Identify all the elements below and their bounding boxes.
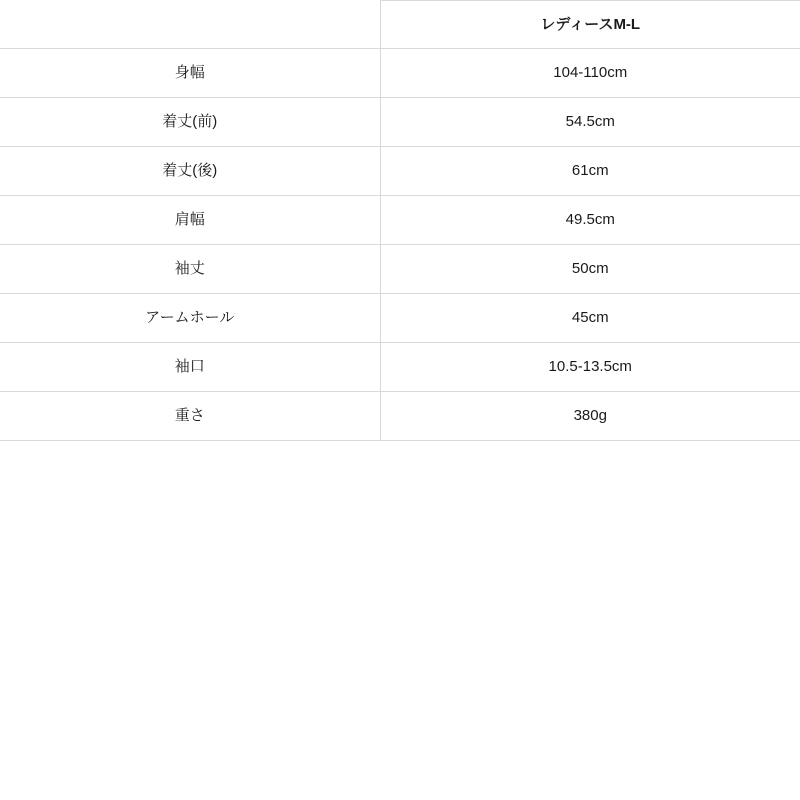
row-label-sleeve-length: 袖丈 xyxy=(0,245,380,294)
table-header-row xyxy=(0,1,800,49)
row-value-weight: 380g xyxy=(380,392,800,441)
table-row xyxy=(0,245,800,294)
row-value-length-front: 54.5cm xyxy=(380,98,800,147)
row-label-body-width: 身幅 xyxy=(0,49,380,98)
table-header-corner xyxy=(0,1,380,49)
table-row xyxy=(0,49,800,98)
table-body xyxy=(0,49,800,441)
row-label-cuff: 袖口 xyxy=(0,343,380,392)
table-row xyxy=(0,98,800,147)
table-row xyxy=(0,294,800,343)
row-label-armhole: アームホール xyxy=(0,294,380,343)
row-label-weight: 重さ xyxy=(0,392,380,441)
row-value-shoulder-width: 49.5cm xyxy=(380,196,800,245)
row-value-cuff: 10.5-13.5cm xyxy=(380,343,800,392)
table-header xyxy=(0,1,800,49)
row-label-shoulder-width: 肩幅 xyxy=(0,196,380,245)
row-label-length-front: 着丈(前) xyxy=(0,98,380,147)
row-label-length-back: 着丈(後) xyxy=(0,147,380,196)
row-value-sleeve-length: 50cm xyxy=(380,245,800,294)
row-value-armhole: 45cm xyxy=(380,294,800,343)
row-value-length-back: 61cm xyxy=(380,147,800,196)
table-row xyxy=(0,392,800,441)
table-row xyxy=(0,196,800,245)
table-row xyxy=(0,147,800,196)
table-row xyxy=(0,343,800,392)
row-value-body-width: 104-110cm xyxy=(380,49,800,98)
table-header-size: レディースM-L xyxy=(380,1,800,49)
